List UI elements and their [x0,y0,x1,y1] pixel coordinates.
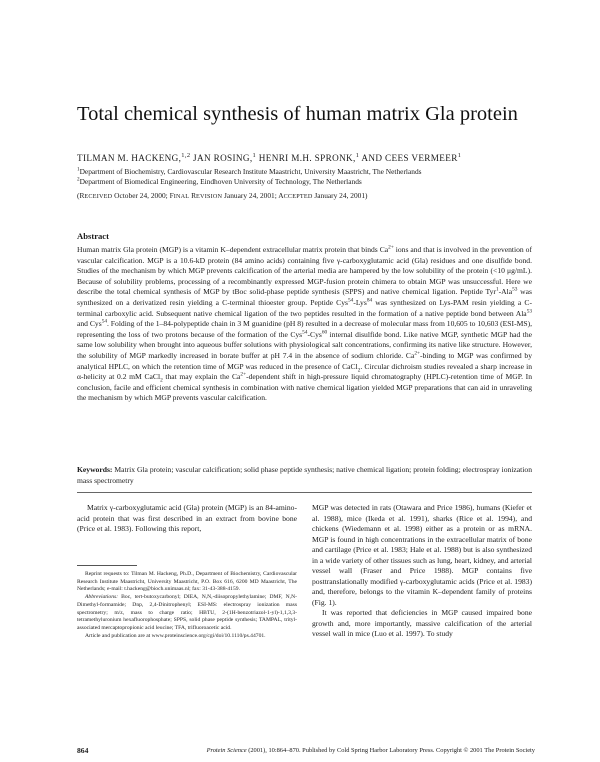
abstract-text [77,245,532,404]
abstract-segment: internal disulfide bond. Like native MGP, synthetic MGP had the same low solubility when brought into aqueous buffer solutions with physiological salt concentrations, confirming its native like structure. However, the solubility of MGP markedly increased in borate buffer at pH 7.4 in the absence of sodium chloride. Ca [77,329,532,360]
abstract-segment: was synthesized on Lys-PAM resin yielding a C-terminal carboxylic acid. Subsequent native chemical ligation of the two peptides resulted in the formation of a native peptide bond between Ala [77,297,532,318]
journal-citation: (2001), 10:864–870. Published by Cold Spring Harbor Laboratory Press. Copyright © 2001 The Protein Society [246,747,535,754]
label: F [169,191,174,200]
article-title: Total chemical synthesis of human matrix Gla protein [77,103,518,125]
journal-info [150,746,535,755]
abstract-heading: Abstract [77,231,109,241]
footnote-abbreviations [77,594,297,633]
affiliation-line [77,167,547,177]
keywords-label: Keywords: [77,465,113,474]
subscript: 2 [357,367,361,374]
page-number: 864 [77,746,89,755]
label: A [278,191,284,200]
author-name: AND CEES VERMEER [359,153,458,163]
footnote-reprint: Reprint requests to: Tilman M. Hackeng, Ph.D., Department of Biochemistry, Cardiovascular Research Institute Maastricht, University Maastricht, P.O. Box 616, 6200 MD Maastricht, The Netherlands; e-mail: t.hackeng@bioch.unimaas.nl; fax: 31-43-388-4159. [77,571,297,593]
author-affiliation-mark: 1 [457,151,462,159]
subscript: 2 [160,377,163,384]
author-name: HENRI M.H. SPRONK, [256,153,356,163]
date: January 24, 2001; [222,191,279,200]
label: INAL [173,193,190,200]
abstract-segment: -dependent shift in high-pressure liquid chromatography (HPLC)-retention time of MGP. In conclusion, facile and efficient chemical synthesis in combination with native chemical ligation yielded MGP preparations that can aid in unraveling the mechanism by which MGP prevents vascular calcification. [77,372,532,403]
superscript: 54 [101,318,107,325]
superscript: 2+ [240,371,247,378]
abstract-segment: -Cys [307,329,322,339]
received-dates [77,191,547,202]
abbreviations-label: Abbreviations: [85,594,119,601]
label: CCEPTED [283,193,313,200]
label: R [189,191,197,200]
body-column-right [312,503,532,640]
author-name: TILMAN M. HACKENG, [77,153,182,163]
superscript: 2+ [388,244,394,251]
body-paragraph: It was reported that deficiencies in MGP caused impaired bone growth and, more importantly, massive calcification of the arterial vessel wall in mice (Luo et al. 1997). To study [312,608,532,638]
abstract-segment: -binding to MGP was confirmed by analytical HPLC, on which the retention time of MGP was reduced in the presence of CaCl [77,350,532,371]
paren: ( [77,191,80,200]
date: January 24, 2001) [312,191,368,200]
abstract-segment: . Circular dichroism studies revealed a sharp increase in α-helicity at 0.2 mM CaCl [77,361,532,382]
body-column-left [77,503,297,535]
author-name: JAN ROSING, [190,153,253,163]
abstract-segment: Human matrix Gla protein (MGP) is a vitamin K–dependent extracellular matrix protein that binds Ca [77,245,389,254]
section-divider [77,492,532,493]
label: ECEIVED [84,193,113,200]
abstract-segment: ions and that is involved in the prevention of vascular calcification. MGP is a 10.6-kD protein (84 amino acids) containing five γ-carboxyglutamic acid (Gla) residues and one disulfide bond. Studies of the mechanism by which MGP prevents calcification of the arterial media are hampered by the low solubility of the protein (<10 μg/mL). Because of solubility problems, processing of a recombinantly expressed MGP-fusion protein chimera to obtain MGP was unsuccessful. Here we describe the total chemical synthesis of MGP by tBoc solid-phase peptide synthesis (SPPS) and native chemical ligation. Peptide Tyr [77,245,533,297]
body-paragraph: Matrix γ-carboxyglutamic acid (Gla) protein (MGP) is an 84-amino-acid protein that was first described in an extract from bovine bone (Price et al. 1983). Following this report, [77,503,297,533]
affiliation-line [77,177,547,187]
affiliation-text: Department of Biochemistry, Cardiovascular Research Institute Maastricht, University Maastricht, The Netherlands [79,167,422,176]
abstract-segment: -Lys [353,297,367,307]
affiliations [77,167,547,186]
abstract-segment: and Cys [77,319,102,329]
superscript: 53 [512,286,518,293]
superscript: 1 [495,286,499,293]
abstract-segment: was synthesized on a derivatized resin yielding a C-terminal thioester group. Peptide Cys [77,287,532,307]
author-affiliation-mark: 1,2 [181,151,191,159]
abstract-segment: that may explain the Ca [162,372,241,382]
footnote-divider [77,565,137,566]
footnote-article: Article and publication are at www.proteinscience.org/cgi/doi/10.1110/ps.44701. [85,632,266,639]
superscript: 54 [302,329,308,336]
label: EVISION [196,193,223,200]
journal-name: Protein Science [206,747,247,754]
superscript: 54 [347,297,354,304]
superscript: 2+ [414,350,420,357]
superscript: 60 [321,329,328,336]
author-list [77,152,547,164]
abstract-segment: . Folding of the 1–84-polypeptide chain in 3 M guanidine (pH 8) resulted in a decrease of molecular mass from 10,605 to 10,603 (ESI-MS), representing the loss of two protons because of the formation of the Cys [77,319,532,339]
keywords [77,465,532,486]
author-affiliation-mark: 1 [252,151,257,159]
author-affiliation-mark: 1 [355,151,360,159]
footnotes [77,571,297,640]
affiliation-text: Department of Biomedical Engineering, Eindhoven University of Technology, The Netherlands [79,176,362,186]
date: October 24, 2000; [112,191,170,200]
label: R [79,191,85,200]
body-paragraph: MGP was detected in rats (Otawara and Price 1986), humans (Kiefer et al. 1988), mice (Ikeda et al. 1991), sharks (Rice et al. 1994), and chickens (Wiedemann et al. 1998) either as a protein or as mRNA. MGP is found in high concentrations in the extracellular matrix of bone and cartilage (Price et al. 1983; Hale et al. 1988) but is also synthesized in a wide variety of other tissues such as lung, heart, kidney, and arterial vessel wall (Fraser and Price 1988). MGP contains five posttranslationally modified γ-carboxyglutamic acids (Price et al. 1983) and, therefore, belongs to the vitamin K–dependent family of proteins (Fig. 1). [312,503,532,607]
abbreviations-text: Boc, tert-butoxycarbonyl; DIEA, N,N,-diisopropylethylamine; DMF, N,N-Dimethyl-formamide; Dnp, 2,4-Dinitrophenyl; ESI-MS: electrospray ionization mass spectrometry; m/z, mass to charge ratio; HBTU, 2-(1H-benzotriazol-1-yl)-1,1,3,3-tetramethyluronium hexafluorophosphate; SPPS, solid phase peptide synthesis; TAMPAL, trityl-associated mercaptopropionic acid leucine; TFA, trifluoroacetic acid. [77,594,297,631]
keywords-text: Matrix Gla protein; vascular calcification; solid phase peptide synthesis; native chemical ligation; protein folding; electrospray ionization mass spectrometry [77,465,532,485]
superscript: 53 [526,308,532,315]
affiliation-number: 2 [77,176,80,183]
affiliation-number: 1 [77,166,80,173]
abstract-segment: -Ala [498,287,513,297]
superscript: 84 [366,297,373,304]
